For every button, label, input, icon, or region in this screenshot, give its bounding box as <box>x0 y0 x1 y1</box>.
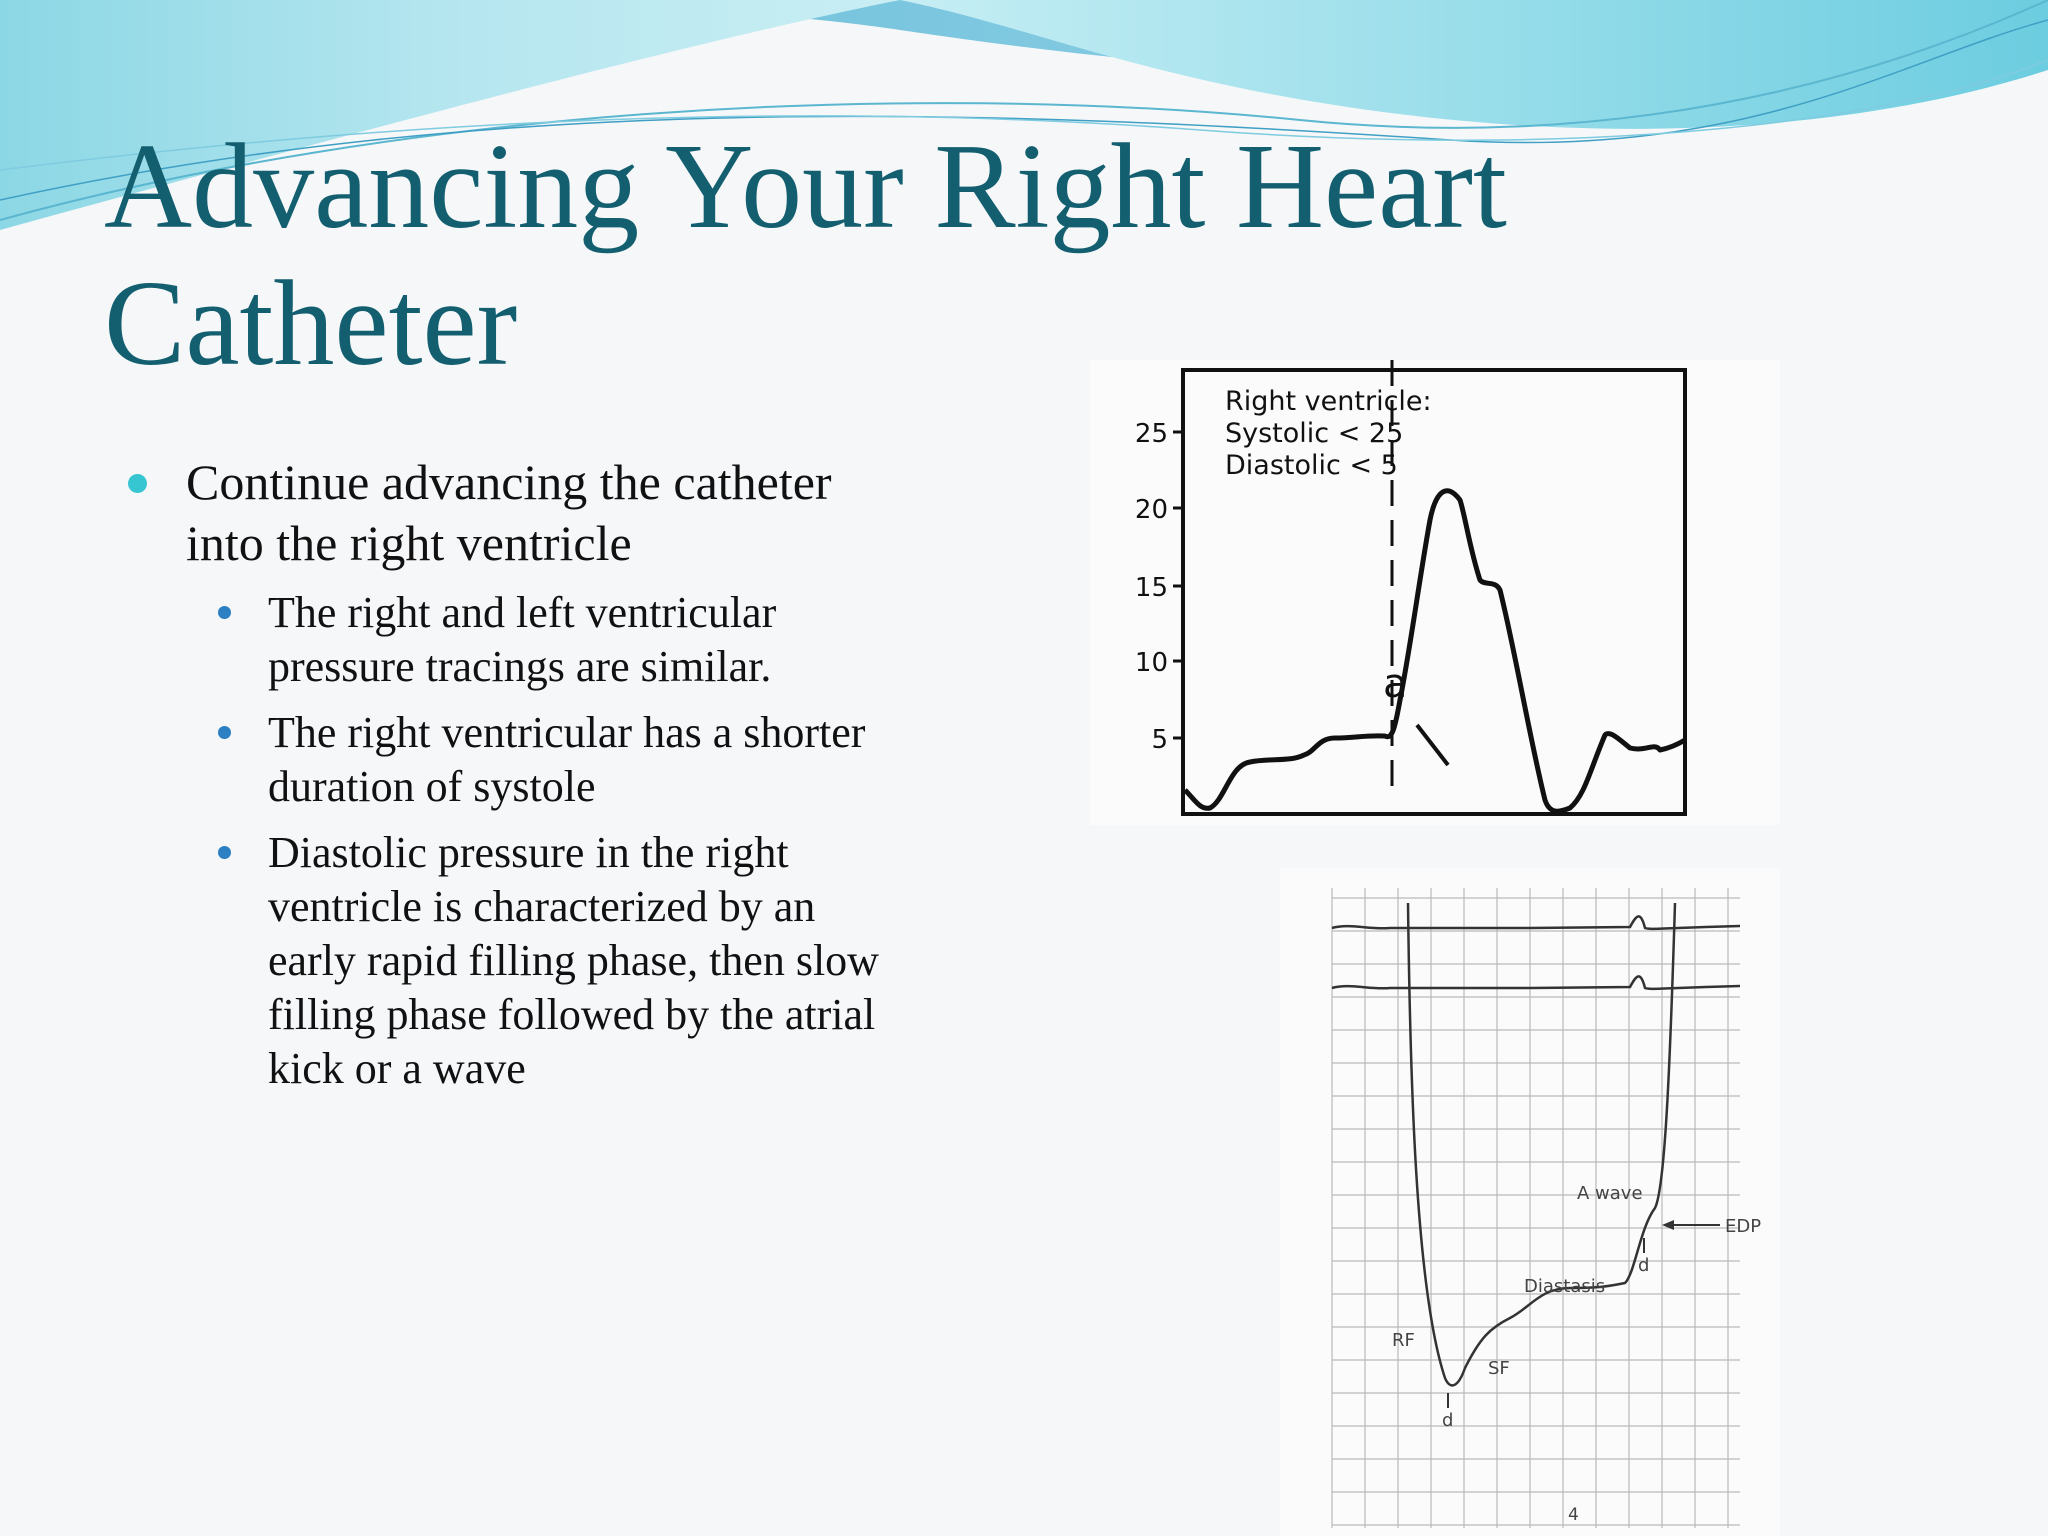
sub-bullet-line: Diastolic pressure in the right <box>268 828 789 877</box>
sub-bullet-line: duration of systole <box>268 762 596 811</box>
rv-pressure-trace <box>1185 491 1685 812</box>
slide-title <box>104 118 1704 392</box>
label-rf: RF <box>1392 1330 1415 1351</box>
label-diastasis: Diastasis <box>1524 1276 1606 1297</box>
sub-bullet-dot-icon <box>218 846 231 859</box>
sub-bullet-dot-icon <box>218 726 231 739</box>
label-d-bottom: d <box>1442 1410 1454 1431</box>
ecg-trace-upper <box>1332 916 1740 928</box>
figure-page-number: 4 <box>1568 1505 1579 1525</box>
rv-pressure-svg <box>1090 360 1780 825</box>
grid-paper <box>1332 888 1740 1528</box>
label-sf: SF <box>1488 1358 1510 1379</box>
legend-diastolic: Diastolic < 5 <box>1225 450 1398 481</box>
y-tick-label: 15 <box>1134 573 1168 603</box>
legend-systolic: Systolic < 25 <box>1225 418 1404 449</box>
bullet-main <box>122 452 1002 574</box>
y-tick-label: 10 <box>1134 648 1168 678</box>
sub-bullet <box>122 826 1002 1096</box>
legend-title: Right ventricle: <box>1225 386 1432 417</box>
ventricular-filling-figure <box>1280 868 1780 1536</box>
ventricular-filling-svg <box>1280 868 1780 1536</box>
bullet-main-line-2: into the right ventricle <box>186 515 632 571</box>
bullet-list <box>122 452 1002 1108</box>
sub-bullet-line: pressure tracings are similar. <box>268 642 772 691</box>
y-tick-label: 20 <box>1134 495 1168 525</box>
label-a-wave: A wave <box>1577 1183 1643 1204</box>
ecg-trace-lower <box>1332 976 1740 988</box>
sub-bullet-line: kick or a wave <box>268 1044 526 1093</box>
a-wave-pointer <box>1417 725 1448 765</box>
title-line-1: Advancing Your Right Heart <box>104 119 1507 254</box>
sub-bullet <box>122 706 1002 814</box>
sub-bullet-line: The right and left ventricular <box>268 588 777 637</box>
sub-bullet-line: The right ventricular has a shorter <box>268 708 866 757</box>
y-tick-label: 5 <box>1151 725 1168 755</box>
sub-bullet-dot-icon <box>218 606 231 619</box>
sub-bullet-line: ventricle is characterized by an <box>268 882 816 931</box>
bullet-dot-icon <box>128 474 147 493</box>
title-line-2: Catheter <box>104 256 518 391</box>
lv-pressure-trace <box>1408 903 1675 1385</box>
label-d-right: d <box>1638 1255 1650 1276</box>
sub-bullet-line: filling phase followed by the atrial <box>268 990 876 1039</box>
a-wave-annotation: a <box>1383 661 1408 707</box>
bullet-main-line-1: Continue advancing the catheter <box>186 454 832 510</box>
sub-bullet-line: early rapid filling phase, then slow <box>268 936 879 985</box>
y-tick-label: 25 <box>1134 419 1168 449</box>
rv-pressure-figure <box>1090 360 1780 825</box>
sub-bullet <box>122 586 1002 694</box>
label-edp: EDP <box>1725 1216 1762 1237</box>
